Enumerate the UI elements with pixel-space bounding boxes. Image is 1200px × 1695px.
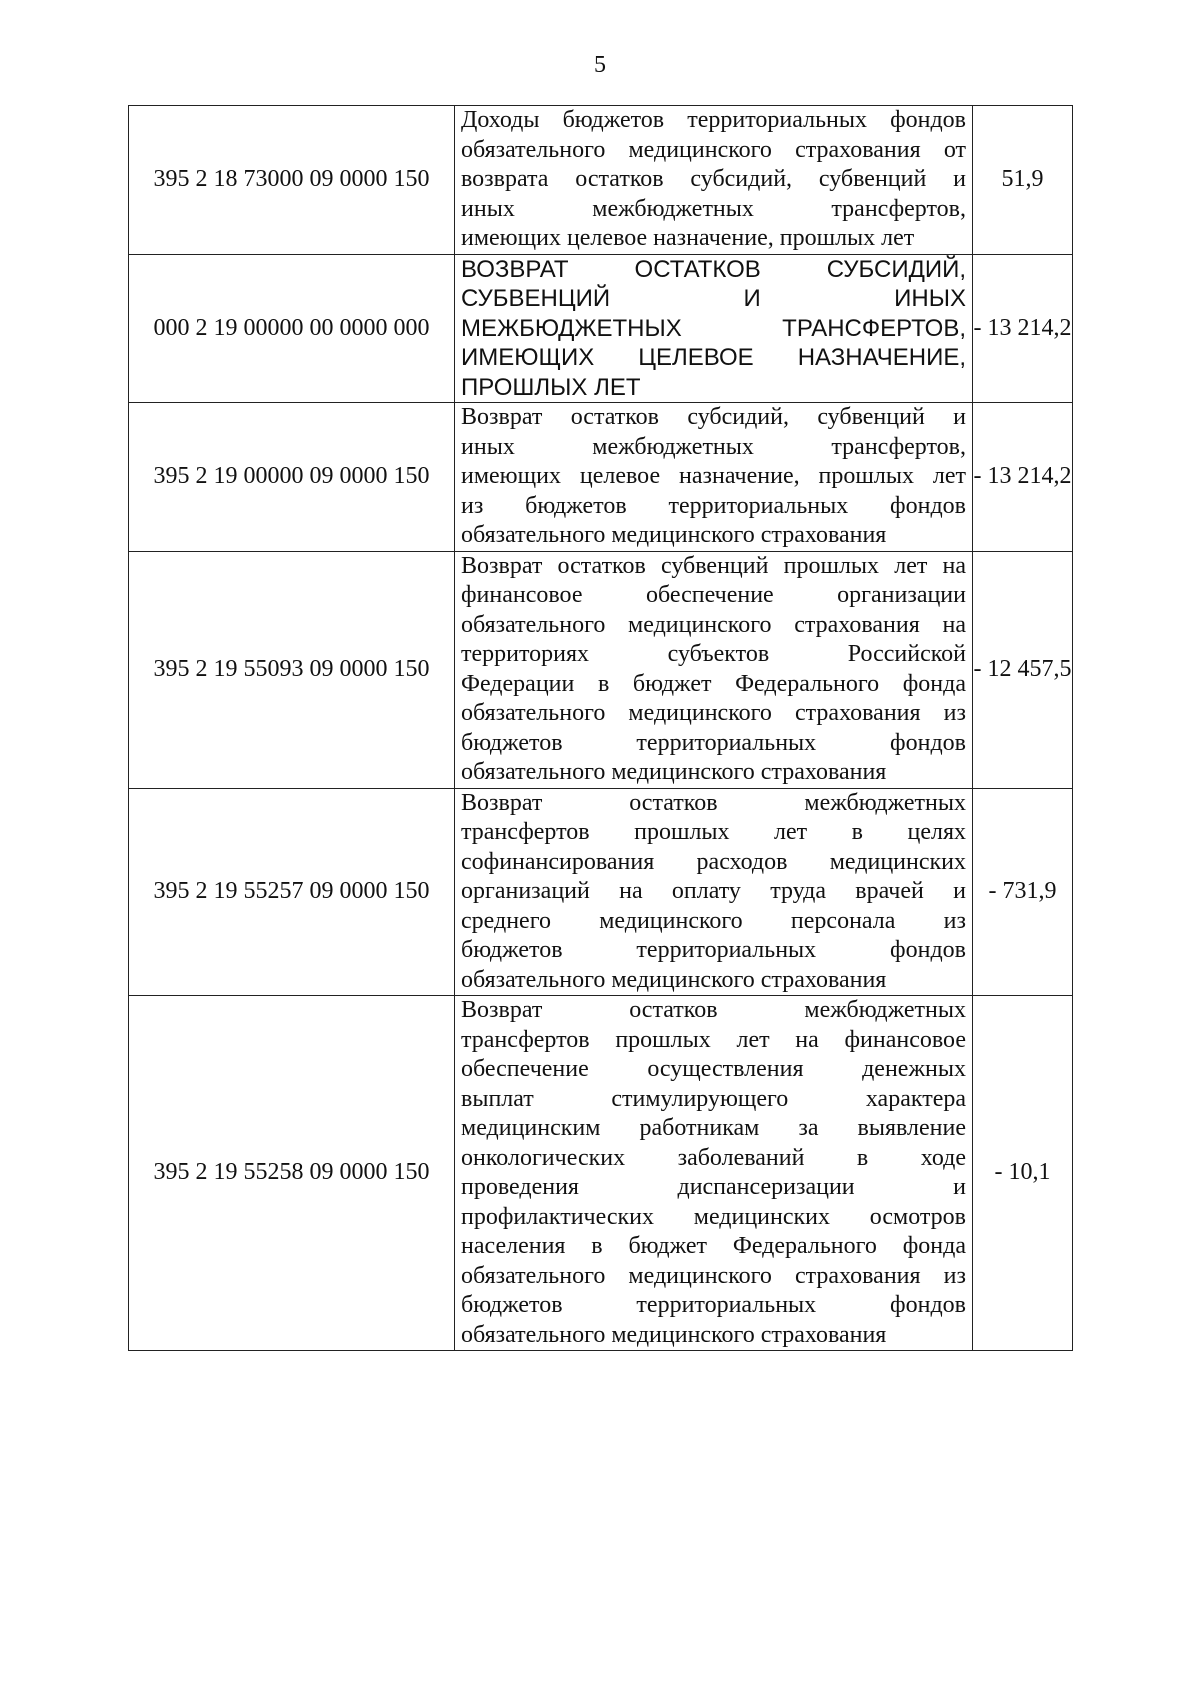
name-line: возврата остатков субсидий, субвенций и xyxy=(461,166,966,192)
name-line: территориях субъектов Российской xyxy=(461,641,966,667)
budget-item-name xyxy=(455,788,973,996)
budget-code: 000 2 19 00000 00 0000 000 xyxy=(129,254,455,403)
name-line: СУБВЕНЦИЙ И ИНЫХ xyxy=(461,285,966,312)
name-line: населения в бюджет Федерального фонда xyxy=(461,1233,966,1259)
name-line: Возврат остатков межбюджетных xyxy=(461,997,966,1023)
name-line: иных межбюджетных трансфертов, xyxy=(461,433,966,460)
page-number: 5 xyxy=(594,52,606,78)
amount: - 731,9 xyxy=(973,788,1073,996)
name-line: обязательного медицинского страхования из xyxy=(461,700,966,726)
table-row xyxy=(129,403,1073,552)
budget-item-name xyxy=(455,254,973,403)
name-line: Возврат остатков межбюджетных xyxy=(461,789,966,816)
budget-code: 395 2 19 55258 09 0000 150 xyxy=(129,996,455,1351)
amount: - 10,1 xyxy=(973,996,1073,1351)
amount: - 12 457,5 xyxy=(973,551,1073,788)
name-line: выплат стимулирующего характера xyxy=(461,1085,966,1112)
table-row xyxy=(129,551,1073,788)
table-row xyxy=(129,788,1073,996)
name-line: Возврат остатков субсидий, субвенций и xyxy=(461,404,966,430)
name-line: имеющих целевое назначение, прошлых лет xyxy=(461,225,915,251)
name-line: иных межбюджетных трансфертов, xyxy=(461,195,966,222)
budget-table-body xyxy=(129,106,1073,1351)
name-line: обязательного медицинского страхования на xyxy=(461,611,966,638)
name-line: МЕЖБЮДЖЕТНЫХ ТРАНСФЕРТОВ, xyxy=(461,314,966,342)
name-line: обеспечение осуществления денежных xyxy=(461,1056,966,1082)
name-line: бюджетов территориальных фондов xyxy=(461,729,966,756)
budget-table xyxy=(128,105,1073,1351)
name-line: ВОЗВРАТ ОСТАТКОВ СУБСИДИЙ, xyxy=(461,255,966,283)
name-line: обязательного медицинского страхования из xyxy=(461,1262,966,1289)
budget-code: 395 2 19 00000 09 0000 150 xyxy=(129,403,455,552)
name-line: финансовое обеспечение организации xyxy=(461,582,966,608)
name-line: софинансирования расходов медицинских xyxy=(461,848,966,875)
name-line: профилактических медицинских осмотров xyxy=(461,1203,966,1230)
table-row xyxy=(129,996,1073,1351)
amount: - 13 214,2 xyxy=(973,403,1073,552)
budget-code: 395 2 19 55093 09 0000 150 xyxy=(129,551,455,788)
budget-item-name xyxy=(455,403,973,552)
name-line: обязательного медицинского страхования xyxy=(461,759,887,785)
name-line: проведения диспансеризации и xyxy=(461,1174,966,1200)
name-line: медицинским работникам за выявление xyxy=(461,1115,966,1141)
name-line: бюджетов территориальных фондов xyxy=(461,937,966,963)
name-line: организаций на оплату труда врачей и xyxy=(461,878,966,904)
name-line: Доходы бюджетов территориальных фондов xyxy=(461,107,966,133)
name-line: ИМЕЮЩИХ ЦЕЛЕВОЕ НАЗНАЧЕНИЕ, xyxy=(461,344,966,371)
name-line: из бюджетов территориальных фондов xyxy=(461,492,966,519)
name-line: бюджетов территориальных фондов xyxy=(461,1292,966,1318)
name-line: обязательного медицинского страхования xyxy=(461,522,887,548)
name-line: онкологических заболеваний в ходе xyxy=(461,1144,966,1171)
amount: 51,9 xyxy=(973,106,1073,255)
name-line: Возврат остатков субвенций прошлых лет на xyxy=(461,552,966,579)
name-line: трансфертов прошлых лет в целях xyxy=(461,819,966,845)
name-line: Федерации в бюджет Федерального фонда xyxy=(461,670,966,697)
budget-code: 395 2 19 55257 09 0000 150 xyxy=(129,788,455,996)
budget-code: 395 2 18 73000 09 0000 150 xyxy=(129,106,455,255)
table-row xyxy=(129,254,1073,403)
table-row xyxy=(129,106,1073,255)
name-line: имеющих целевое назначение, прошлых лет xyxy=(461,463,966,489)
name-line: ПРОШЛЫХ ЛЕТ xyxy=(461,373,641,401)
name-line: обязательного медицинского страхования xyxy=(461,966,887,993)
name-line: обязательного медицинского страхования от xyxy=(461,136,966,163)
name-line: среднего медицинского персонала из xyxy=(461,907,966,934)
name-line: обязательного медицинского страхования xyxy=(461,1321,887,1348)
budget-item-name xyxy=(455,996,973,1351)
budget-item-name xyxy=(455,106,973,255)
amount: - 13 214,2 xyxy=(973,254,1073,403)
budget-item-name xyxy=(455,551,973,788)
name-line: трансфертов прошлых лет на финансовое xyxy=(461,1026,966,1053)
